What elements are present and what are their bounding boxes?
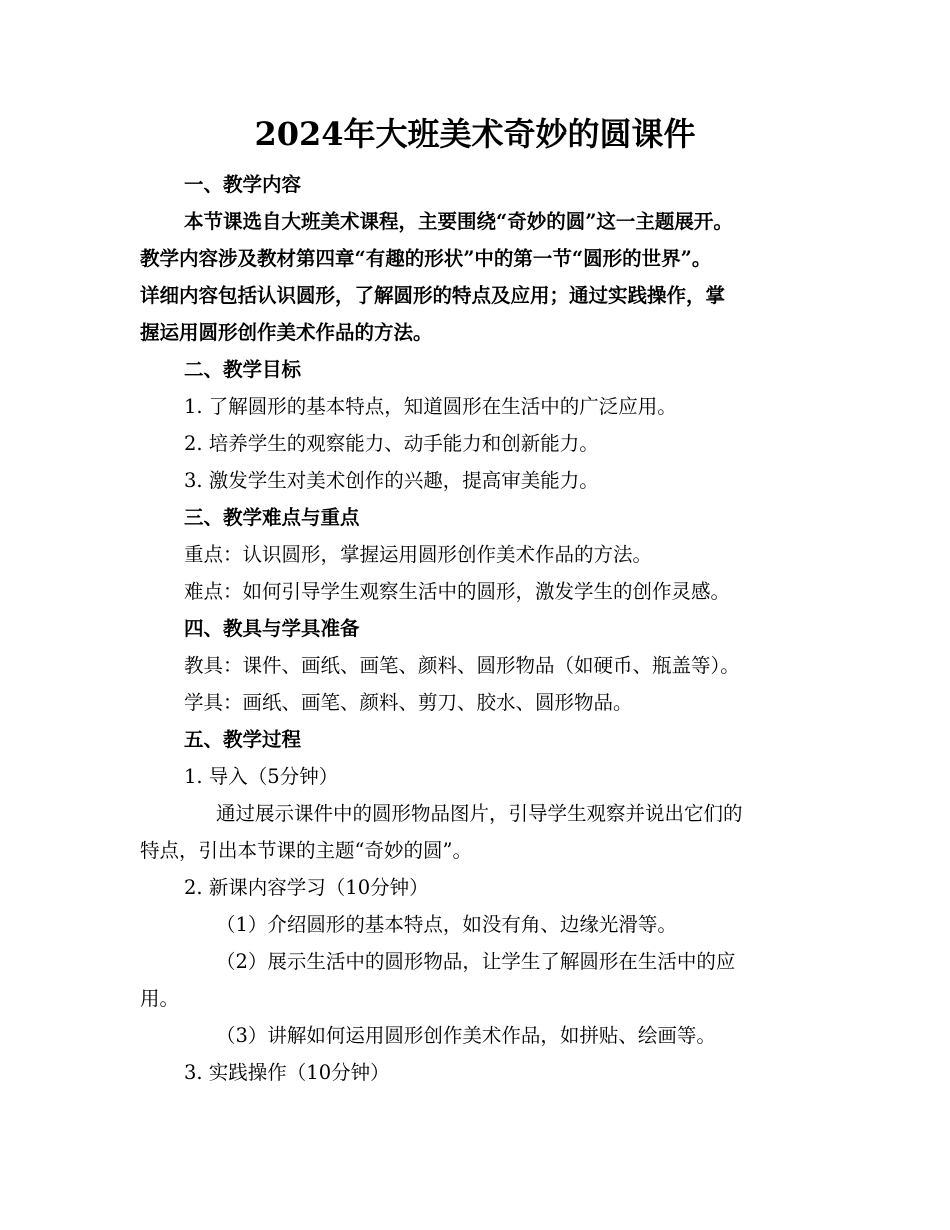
student-tools-text: 学具：画纸、画笔、颜料、剪刀、胶水、圆形物品。 <box>184 691 633 714</box>
paragraph-line: 握运用圆形创作美术作品的方法。 <box>140 321 433 344</box>
paragraph-line: 本节课选自大班美术课程，主要围绕“奇妙的圆”这一主题展开。 <box>184 210 733 233</box>
sub-item: （3）讲解如何运用圆形创作美术作品，如拼贴、绘画等。 <box>216 1024 716 1047</box>
teacher-tools-text: 教具：课件、画纸、画笔、颜料、圆形物品（如硬币、瓶盖等）。 <box>184 654 740 677</box>
list-item: 3. 激发学生对美术创作的兴趣，提高审美能力。 <box>184 469 599 492</box>
section-heading-process: 五、教学过程 <box>184 728 302 751</box>
document-title: 2024年大班美术奇妙的圆课件 <box>254 115 696 153</box>
paragraph-line: 教学内容涉及教材第四章“有趣的形状”中的第一节“圆形的世界”。 <box>140 247 712 270</box>
step-title: 3. 实践操作（10分钟） <box>184 1061 390 1084</box>
section-heading-materials: 四、教具与学具准备 <box>184 617 360 640</box>
paragraph-line: 通过展示课件中的圆形物品图片，引导学生观察并说出它们的 <box>216 802 743 825</box>
sub-item: （1）介绍圆形的基本特点，如没有角、边缘光滑等。 <box>216 913 677 936</box>
paragraph-line: 特点，引出本节课的主题“奇妙的圆”。 <box>140 839 472 862</box>
paragraph-line: 详细内容包括认识圆形，了解圆形的特点及应用；通过实践操作，掌 <box>140 284 726 307</box>
step-title: 1. 导入（5分钟） <box>184 765 339 788</box>
step-title: 2. 新课内容学习（10分钟） <box>184 876 429 899</box>
sub-item: （2）展示生活中的圆形物品，让学生了解圆形在生活中的应 <box>216 950 736 973</box>
section-heading-focus: 三、教学难点与重点 <box>184 506 360 529</box>
list-item: 1. 了解圆形的基本特点，知道圆形在生活中的广泛应用。 <box>184 395 677 418</box>
key-point-text: 重点：认识圆形，掌握运用圆形创作美术作品的方法。 <box>184 543 653 566</box>
section-heading-content: 一、教学内容 <box>184 173 302 196</box>
difficulty-text: 难点：如何引导学生观察生活中的圆形，激发学生的创作灵感。 <box>184 580 731 603</box>
sub-item-continuation: 用。 <box>140 987 180 1010</box>
list-item: 2. 培养学生的观察能力、动手能力和创新能力。 <box>184 432 599 455</box>
section-heading-goals: 二、教学目标 <box>184 358 302 381</box>
